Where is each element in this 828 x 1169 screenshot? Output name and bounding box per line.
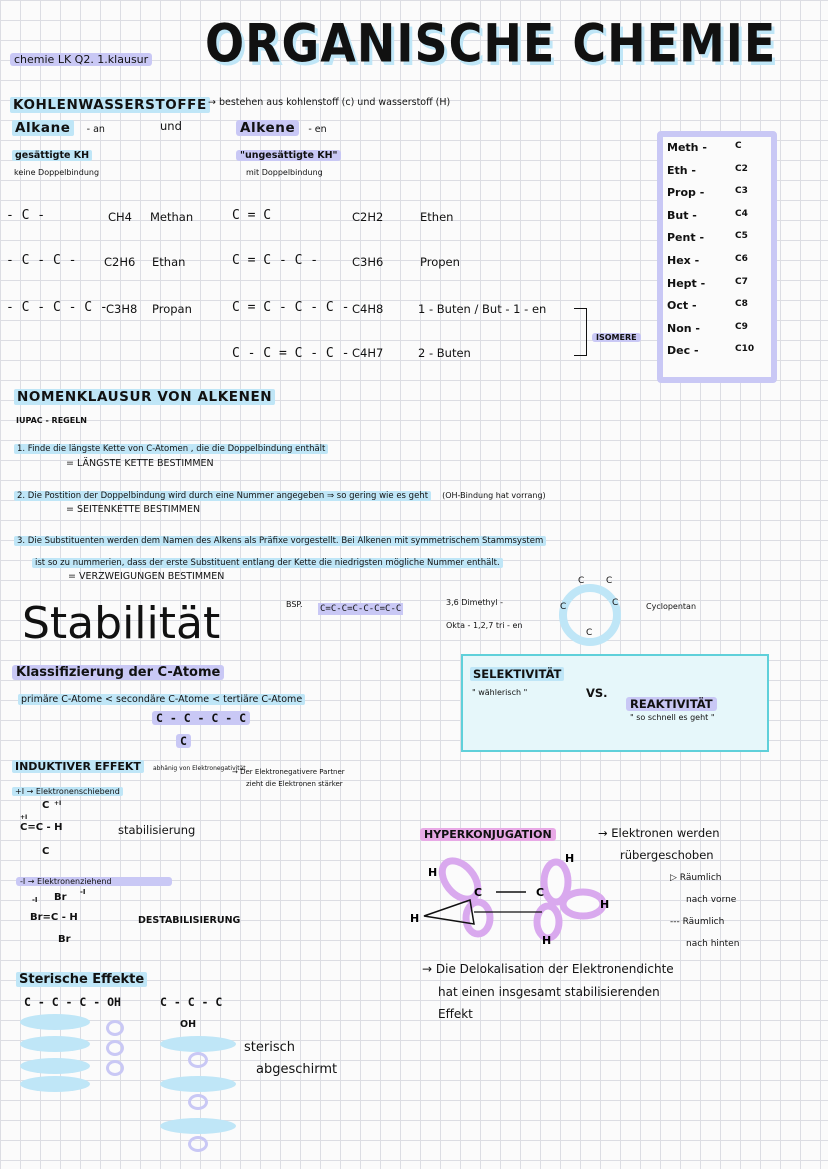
induktiv-heading: INDUKTIVER EFFEKT abhänig von Elektronegativität xyxy=(12,755,246,774)
prefix-row xyxy=(667,277,759,290)
example-name-2: Okta - 1,2,7 tri - en xyxy=(446,621,523,630)
und-text: und xyxy=(160,119,182,133)
alkene-unsaturated: "ungesättigte KH" xyxy=(236,143,341,162)
orb-r1 xyxy=(188,1052,208,1068)
alkene-struct-2: C = C - C - xyxy=(232,253,319,268)
vs-label: VS. xyxy=(586,686,608,700)
cyclo-c5: C xyxy=(606,576,613,586)
plus-i-mark-left: +I xyxy=(20,814,28,821)
minus-i-mark-top: -I xyxy=(80,888,86,896)
selektivitaet-desc: " wählerisch " xyxy=(472,688,528,697)
prefix-count: C9 xyxy=(735,321,748,332)
disc-l1 xyxy=(20,1014,90,1030)
alkene-label: Alkene - en xyxy=(236,117,327,136)
course-label: chemie LK Q2. 1.klausur xyxy=(10,48,152,67)
alkane-formula-3: C3H8 xyxy=(106,302,138,316)
prefix-row xyxy=(667,186,759,199)
sterisch-note-1: sterisch xyxy=(244,1040,295,1055)
sterisch-chain-2: C - C - C xyxy=(160,995,223,1009)
atom-c2: C xyxy=(536,886,545,899)
hyper-desc-1: → Elektronen werden xyxy=(598,826,720,840)
alkene-struct-4: C - C = C - C - xyxy=(232,346,350,361)
hyper-legend-4: nach hinten xyxy=(686,939,740,949)
minus-i-label: -I → Elektronenziehend xyxy=(16,869,172,888)
example-chain: C=C-C=C-C-C=C-C xyxy=(320,604,402,614)
alkene-formula-4: C4H7 xyxy=(352,346,384,360)
atom-c1: C xyxy=(474,886,483,899)
hyper-legend-3: --- Räumlich xyxy=(670,917,725,927)
oh-orb-3 xyxy=(106,1060,124,1076)
destabilisierung-label: DESTABILISIERUNG xyxy=(138,915,241,926)
prefix-count: C10 xyxy=(735,344,755,355)
alkane-formula-2: C2H6 xyxy=(104,255,136,269)
cyclo-c2: C xyxy=(560,602,567,612)
prefix-count: C3 xyxy=(735,186,748,197)
alkene-formula-1: C2H2 xyxy=(352,210,384,224)
hyper-desc-2: rübergeschoben xyxy=(620,848,714,862)
nomen-heading: NOMENKLAUSUR VON ALKENEN xyxy=(14,386,275,405)
prefix-name: Dec - xyxy=(667,344,699,358)
prefix-count: C8 xyxy=(735,299,748,310)
induktiv-note-1: → Der Elektronegativere Partner xyxy=(232,768,345,776)
page-title: ORGANISCHE CHEMIE xyxy=(205,12,777,75)
rule-2-result: = SEITENKETTE BESTIMMEN xyxy=(66,504,201,515)
plus-i-label: +I → Elektronenschiebend xyxy=(12,779,123,798)
klassifizierung-label: Klassifizierung der C-Atome xyxy=(12,661,224,680)
hyper-heading: HYPERKONJUGATION xyxy=(420,823,556,842)
plus-i-c-bottom: C xyxy=(42,846,50,857)
disc-stack-left xyxy=(20,1014,92,1094)
alkene-name-2: Propen xyxy=(420,255,460,269)
oh-orb-2 xyxy=(106,1040,124,1056)
disc-r1 xyxy=(160,1036,236,1052)
rule-1-result: = LÄNGSTE KETTE BESTIMMEN xyxy=(66,458,214,469)
stabilisierung-label: stabilisierung xyxy=(118,823,196,837)
sterisch-oh: OH xyxy=(180,1019,197,1030)
example-label: BSP. xyxy=(286,600,303,609)
cyclo-c1: C xyxy=(578,576,585,586)
orb-r2 xyxy=(188,1094,208,1110)
plus-i-c-top: C xyxy=(42,800,50,811)
alkane-bond-note: keine Doppelbindung xyxy=(14,168,100,177)
alkane-struct-1: - C - xyxy=(6,208,46,223)
plus-i-center: C=C - H xyxy=(20,822,63,833)
disc-r3 xyxy=(160,1118,236,1134)
minus-i-mark-left: -I xyxy=(32,896,38,904)
isomer-bracket xyxy=(574,308,587,356)
orbital-left-bottom xyxy=(466,902,490,934)
prefix-row xyxy=(667,322,759,335)
hyper-conclusion-1: → Die Delokalisation der Elektronendichte xyxy=(422,962,674,976)
stabilitaet-heading: Stabilität xyxy=(22,598,221,649)
alkane-name-2: Ethan xyxy=(152,255,186,269)
alkane-formula-1: CH4 xyxy=(108,210,132,224)
cyclo-c3: C xyxy=(612,598,619,608)
prefix-count: C xyxy=(735,141,742,151)
cyclopentane-label: Cyclopentan xyxy=(646,602,697,611)
atom-h2: H xyxy=(565,852,575,865)
hyper-legend-2: nach vorne xyxy=(686,895,737,905)
minus-i-br-bottom: Br xyxy=(58,934,71,945)
prefix-count: C6 xyxy=(735,254,748,264)
alkene-formula-3: C4H8 xyxy=(352,302,384,316)
hyper-conclusion-2: hat einen insgesamt stabilisierenden xyxy=(438,985,660,999)
rule-2: 2. Die Postition der Doppelbindung wird durch eine Nummer angegeben ⇒ so gering wie es geht (OH-Bindung hat vorrang) xyxy=(14,483,546,502)
prefix-name: Non - xyxy=(667,321,700,335)
atom-h1: H xyxy=(428,866,438,879)
hyper-legend-1: ▷ Räumlich xyxy=(670,873,722,883)
disc-stack-right xyxy=(160,1036,240,1156)
alkene-struct-1: C = C xyxy=(232,208,272,223)
prefix-name: Oct - xyxy=(667,299,697,313)
atom-h3: H xyxy=(600,898,610,911)
prefix-name: Pent - xyxy=(667,231,705,245)
alkene-bond-note: mit Doppelbindung xyxy=(246,168,323,177)
prefix-row xyxy=(667,299,759,312)
induktiv-note-2: zieht die Elektronen stärker xyxy=(246,780,343,788)
prefix-name: Hex - xyxy=(667,254,700,267)
sterisch-chain-1: C - C - C - OH xyxy=(24,995,121,1009)
atom-order: primäre C-Atome < secondäre C-Atome < tertiäre C-Atome xyxy=(18,687,305,706)
prefix-row xyxy=(667,141,759,154)
prefix-row xyxy=(667,254,759,267)
prefix-count: C7 xyxy=(735,276,748,287)
cyclopentane-atoms xyxy=(548,576,638,646)
prefix-count: C4 xyxy=(735,208,748,219)
sterisch-note-2: abgeschirmt xyxy=(256,1062,338,1077)
prefix-row xyxy=(667,231,759,244)
prefix-table xyxy=(657,131,777,383)
alkene-formula-2: C3H6 xyxy=(352,255,384,269)
alkene-name-1: Ethen xyxy=(420,210,454,224)
hyper-conclusion-3: Effekt xyxy=(438,1007,473,1021)
hyper-diagram xyxy=(408,846,618,956)
prefix-row xyxy=(667,164,759,177)
rule-3a: 3. Die Substituenten werden dem Namen des Alkens als Präfixe vorgestellt. Bei Alkenen mit symmetrischem Stammsystem xyxy=(14,528,546,547)
prefix-name: But - xyxy=(667,208,697,222)
rule-3-result: = VERZWEIGUNGEN BESTIMMEN xyxy=(68,571,225,582)
plus-i-molecule xyxy=(20,800,100,860)
alkene-name-4: 2 - Buten xyxy=(418,346,471,360)
oh-orb-1 xyxy=(106,1020,124,1036)
orb-r3 xyxy=(188,1136,208,1152)
atom-chain: C - C - C - C xyxy=(152,707,250,726)
example-name-1: 3,6 Dimethyl - xyxy=(446,598,503,607)
reaktivitaet-desc: " so schnell es geht " xyxy=(630,713,715,722)
selektivitaet-label: SELEKTIVITÄT xyxy=(470,663,564,682)
rule-1: 1. Finde die längste Kette von C-Atomen , die die Doppelbindung enthält xyxy=(14,436,328,455)
kw-heading: KOHLENWASSERSTOFFE xyxy=(10,94,210,113)
isomer-label: ISOMERE xyxy=(592,325,641,344)
alkene-name-3: 1 - Buten / But - 1 - en xyxy=(418,302,547,316)
kw-desc: → bestehen aus kohlenstoff (c) und wasserstoff (H) xyxy=(208,97,451,108)
alkane-struct-3: - C - C - C - xyxy=(6,300,108,315)
minus-i-molecule xyxy=(18,888,108,950)
disc-l3 xyxy=(20,1058,90,1074)
atom-h5: H xyxy=(542,934,552,947)
alkane-saturated: gesättigte KH xyxy=(12,143,92,162)
orbital-right-side xyxy=(563,892,603,916)
prefix-count: C5 xyxy=(735,231,748,242)
prefix-name: Meth - xyxy=(667,141,707,154)
rule-3b: ist so zu nummerien, dass der erste Substituent entlang der Kette die niedrigsten mögliche Nummer enthält. xyxy=(32,550,503,569)
atom-chain-branch: C xyxy=(176,730,191,749)
reaktivitaet-label: REAKTIVITÄT xyxy=(626,693,717,712)
prefix-name: Eth - xyxy=(667,163,696,177)
prefix-name: Prop - xyxy=(667,186,705,200)
alkane-name-3: Propan xyxy=(152,302,192,316)
cyclo-c4: C xyxy=(586,628,593,638)
prefix-count: C2 xyxy=(735,163,748,174)
iupac-label: IUPAC - REGELN xyxy=(16,416,88,425)
disc-l4 xyxy=(20,1076,90,1092)
plus-i-mark-top: +I xyxy=(54,800,62,807)
sterisch-heading: Sterische Effekte xyxy=(16,968,147,987)
minus-i-center: Br=C - H xyxy=(30,912,78,923)
alkane-label: Alkane - an xyxy=(12,117,105,136)
prefix-row xyxy=(667,209,759,222)
prefix-name: Hept - xyxy=(667,276,706,290)
atom-h4: H xyxy=(410,912,420,925)
prefix-row xyxy=(667,344,759,357)
alkane-struct-2: - C - C - xyxy=(6,253,77,268)
minus-i-br-top: Br xyxy=(54,892,67,903)
alkane-name-1: Methan xyxy=(150,210,194,224)
oh-orbitals-left xyxy=(104,1020,124,1076)
disc-r2 xyxy=(160,1076,236,1092)
alkene-struct-3: C = C - C - C - xyxy=(232,300,350,315)
disc-l2 xyxy=(20,1036,90,1052)
